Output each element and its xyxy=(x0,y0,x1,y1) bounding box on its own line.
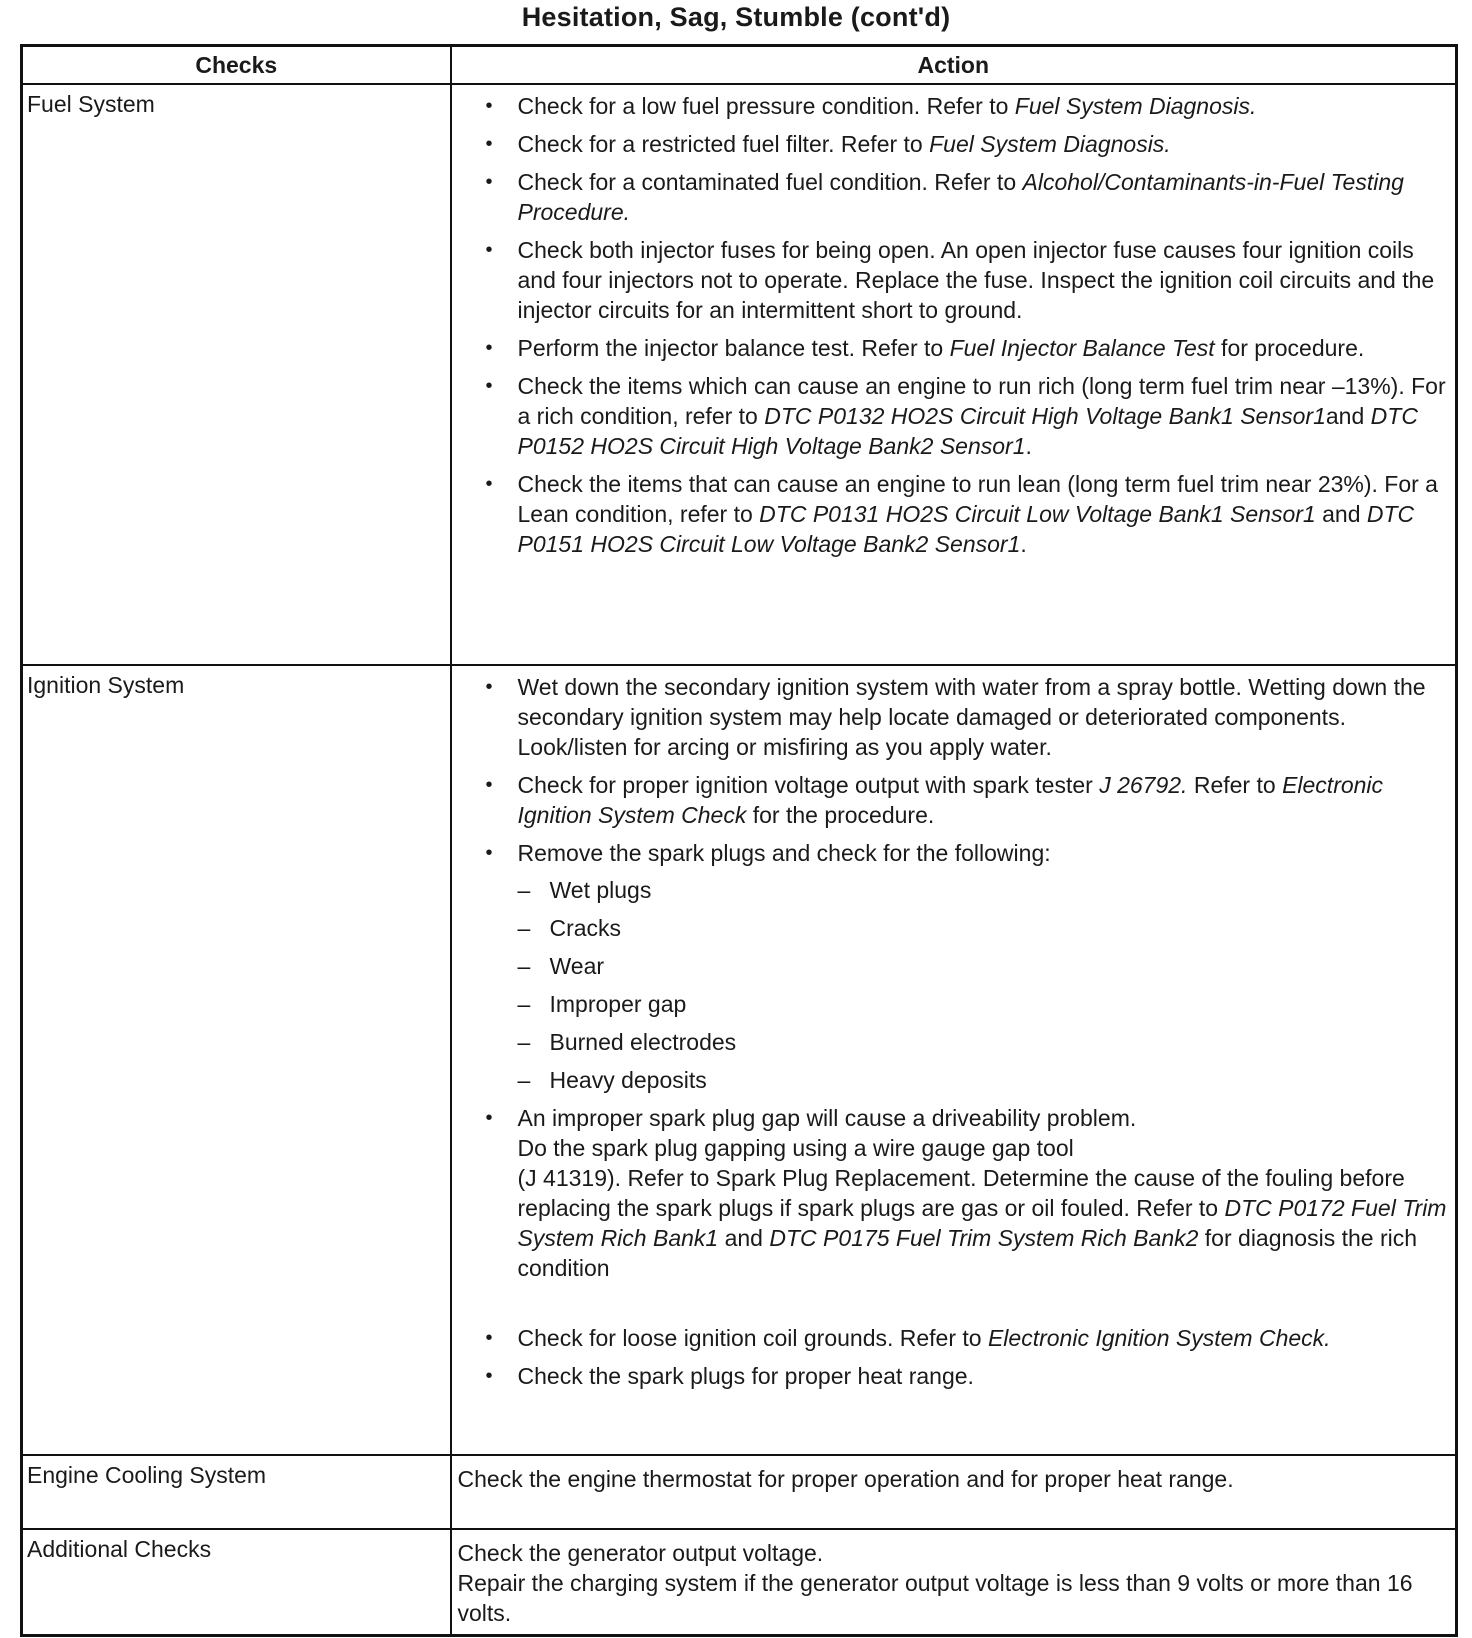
list-item: • Check for a contaminated fuel condition. Refer to Alcohol/Contaminants-in-Fuel Testing Procedure. xyxy=(486,167,1448,227)
list-item: • Check the items which can cause an engine to run rich (long term fuel trim near –13%). For a rich condition, refer to DTC P0132 HO2S Circuit High Voltage Bank1 Sensor1and DTC P0152 HO2S Circuit High Voltage Bank2 Sensor1. xyxy=(486,371,1448,461)
table-row xyxy=(22,84,1457,665)
action-header: Action xyxy=(451,46,1457,85)
check-cell-ignition-system: Ignition System xyxy=(22,665,451,1455)
list-item: • Perform the injector balance test. Refer to Fuel Injector Balance Test for procedure. xyxy=(486,333,1448,363)
checks-header: Checks xyxy=(22,46,451,85)
check-cell-fuel-system: Fuel System xyxy=(22,84,451,665)
check-cell-engine-cooling-system: Engine Cooling System xyxy=(22,1455,451,1529)
action-cell-engine-cooling-system: Check the engine thermostat for proper operation and for proper heat range. xyxy=(451,1455,1457,1529)
list-item: – Improper gap xyxy=(518,989,1448,1019)
list-item: – Wear xyxy=(518,951,1448,981)
table-row xyxy=(22,1455,1457,1529)
check-cell-additional-checks: Additional Checks xyxy=(22,1529,451,1636)
list-item: • Check for a restricted fuel filter. Refer to Fuel System Diagnosis. xyxy=(486,129,1448,159)
table-row xyxy=(22,1529,1457,1636)
list-item: • Check both injector fuses for being open. An open injector fuse causes four ignition coils and four injectors not to operate. Replace the fuse. Inspect the ignition coil circuits and the injector circuits for an intermittent short to ground. xyxy=(486,235,1448,325)
header-row xyxy=(22,46,1457,85)
list-item: – Burned electrodes xyxy=(518,1027,1448,1057)
list-item: • An improper spark plug gap will cause a driveability problem. Do the spark plug gapping using a wire gauge gap tool (J 41319). Refer to Spark Plug Replacement. Determine the cause of the fouling before replacing the spark plugs if spark plugs are gas or oil fouled. Refer to DTC P0172 Fuel Trim System Rich Bank1 and DTC P0175 Fuel Trim System Rich Bank2 for diagnosis the rich condition xyxy=(486,1103,1448,1283)
list-item: • Check for loose ignition coil grounds. Refer to Electronic Ignition System Check. xyxy=(486,1323,1448,1353)
list-item: • Remove the spark plugs and check for the following: – Wet plugs – Cracks – Wear – Improper gap – Burned electrodes – Heavy deposits xyxy=(486,838,1448,1095)
diagnostic-table xyxy=(20,44,1458,1637)
list-item: – Cracks xyxy=(518,913,1448,943)
page-title: Hesitation, Sag, Stumble (cont'd) xyxy=(521,2,951,32)
list-item: • Check the spark plugs for proper heat range. xyxy=(486,1361,1448,1391)
table-row xyxy=(22,665,1457,1455)
action-cell-ignition-system xyxy=(451,665,1457,1455)
list-item: – Wet plugs xyxy=(518,875,1448,905)
list-item: • Wet down the secondary ignition system with water from a spray bottle. Wetting down the secondary ignition system may help locate damaged or deteriorated components. Look/listen for arcing or misfiring as you apply water. xyxy=(486,672,1448,762)
action-cell-additional-checks: Check the generator output voltage. Repair the charging system if the generator output voltage is less than 9 volts or more than 16 volts. xyxy=(451,1529,1457,1636)
spark-plug-condition-list xyxy=(518,875,1448,1095)
list-item: • Check the items that can cause an engine to run lean (long term fuel trim near 23%). For a Lean condition, refer to DTC P0131 HO2S Circuit Low Voltage Bank1 Sensor1 and DTC P0151 HO2S Circuit Low Voltage Bank2 Sensor1. xyxy=(486,469,1448,559)
list-item: • Check for proper ignition voltage output with spark tester J 26792. Refer to Electronic Ignition System Check for the procedure. xyxy=(486,770,1448,830)
list-item: • Check for a low fuel pressure condition. Refer to Fuel System Diagnosis. xyxy=(486,91,1448,121)
list-item: – Heavy deposits xyxy=(518,1065,1448,1095)
action-cell-fuel-system xyxy=(451,84,1457,665)
